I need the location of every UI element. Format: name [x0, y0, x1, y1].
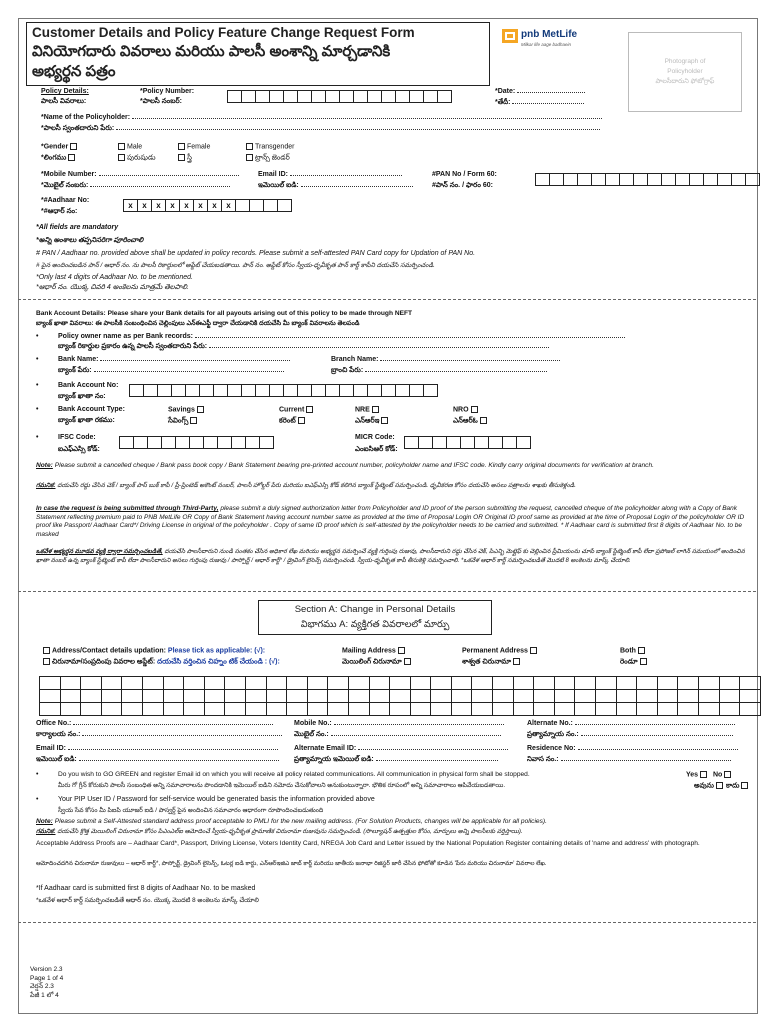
policy-number-boxes[interactable]: [228, 90, 452, 103]
aadhaar-boxes[interactable]: x x x x x x x x: [124, 199, 292, 212]
aadhaar-mask-note-te: *ఒకవేళ ఆధార్ కార్డ్ సమర్పించబడితే ఆధార్ నం. యొక్క మొదటి 8 అంకెలను మాస్క్ చేయాలి: [36, 897, 259, 904]
mobile-no-te: మొబైల్ నం.:: [294, 731, 501, 740]
divider-1: [18, 299, 756, 300]
account-type-en: Bank Account Type:: [58, 406, 125, 413]
third-party-note-en: In case the request is being submitted through Third-Party, please submit a duly signed authorization letter from Policyholder and ID proof of the person submitting the request, cancelled cheque of the policyholder along with a Copy of Bank Statement reflecting premium paid to PNB MetLife OR Copy of Bank Statement having account number same as provided at the time of Proposal Login OR Original ID proof same as provided at the time of Proposal Login of the policyholder OR ID proof like Passport/ Aadhaar Card*/ Driving License in original of the policyholder . Copy of same ID proof which is self-attested by the policyholder needs to be carried and submitted. * If Aadhaar card is submitted first 8 digits of Aadhaar No. to be masked: [36, 505, 745, 538]
pip-info-en: Your PIP User ID / Password for self-service would be generated basis the information provided above: [58, 796, 375, 803]
residence-no-te: నివాస నం.:: [527, 756, 731, 765]
gender-transgender-option[interactable]: Transgender: [244, 143, 294, 150]
nre-option[interactable]: NRE: [355, 406, 381, 413]
nro-option-te[interactable]: ఎన్ఆర్ఓ: [453, 417, 489, 426]
aadhaar-label-en: *#Aadhaar No:: [41, 197, 90, 204]
address-update-en[interactable]: Address/Contact details updation: Please tick as applicable: (√):: [41, 647, 265, 654]
policy-details-label-te: పాలసీ వివరాలు:: [41, 98, 87, 105]
alt-email-en[interactable]: Alternate Email ID:: [294, 745, 508, 752]
pan-label-te: #పాన్ నం. / ఫారం 60:: [432, 182, 493, 189]
ifsc-boxes[interactable]: [120, 436, 274, 449]
go-green-question-en: Do you wish to GO GREEN and register Email id on which you will receive all policy related communications. All communication in physical form shall be stopped.: [58, 771, 530, 778]
nre-option-te[interactable]: ఎన్ఆర్ఇ: [355, 417, 390, 426]
email-te: ఇమెయిల్ ఐడి:: [258, 182, 413, 191]
aadhaar-note-en: *Only last 4 digits of Aadhaar No. to be mentioned.: [36, 274, 193, 281]
gender-label-te: *లింగము: [41, 154, 77, 163]
section-a-title-te: విభాగము A: వ్యక్తిగత వివరాలలో మార్పు: [300, 619, 450, 630]
mobile-number-te: *మొబైల్ నంబరు:: [41, 182, 230, 191]
go-green-question-te: మీరు గో గ్రీన్ కోరుకుని పాలసీ సంబంధిత అన్ని సమాచారాలను పొందడానికి ఇమెయిల్ ఐడిని నమోదు చేసుకోవాలని అనుకుంటున్నారా. భౌతిక రూపంలో అన్ని సమాచారాలు ఆపివేయబడతాయి.: [58, 782, 506, 789]
go-green-no-te[interactable]: కాదు: [726, 782, 750, 791]
mandatory-note-en: *All fields are mandatory: [36, 224, 119, 231]
email-en[interactable]: Email ID:: [258, 171, 402, 178]
bank-name-en[interactable]: Bank Name:: [58, 356, 290, 363]
email-id-te: ఇమెయిల్ ఐడి:: [36, 756, 279, 765]
policy-number-label-te: *పాలసీ నంబర్:: [140, 98, 182, 105]
savings-option-te[interactable]: సేవింగ్స్: [168, 417, 199, 426]
alternate-no-te: ప్రత్యామ్నాయ నం.:: [527, 731, 733, 740]
policyholder-name-te: *పాలసీ స్వంతదారుని పేరు:: [41, 125, 600, 134]
branch-name-en[interactable]: Branch Name:: [331, 356, 560, 363]
form-title-te-2: అభ్యర్థన పత్రం: [32, 63, 116, 80]
pan-note-te: # పైన అందించబడిన పాన్ / ఆధార్ నం. ను పాలసీ రికార్డులలో అప్డేట్ చేయబడతాయి. పాన్ నం. అప్డేట్ కోసం స్వీయ-ధృవీకృత పాన్ కార్డ్ కాపీని దయచేసి సమర్పించండి.: [36, 262, 435, 269]
ifsc-label-te: ఐఎఫ్ఎస్సి కోడ్:: [58, 446, 100, 453]
account-number-te: బ్యాంక్ ఖాతా నం:: [58, 393, 106, 400]
bank-note-en: Note: Please submit a cancelled cheque / Bank pass book copy / Bank Statement bearing pre-printed account number, policyholder name and IFSC code. Kindly carry original documents for verification at branch.: [36, 462, 654, 469]
acceptable-proofs-en: Acceptable Address Proofs are – Aadhaar Card*, Passport, Driving License, Voters Identity Card, NREGA Job Card and Letter issued by the National Population Register containing details of 'name and address' with photograph.: [36, 840, 700, 847]
both-option-te[interactable]: రెండూ: [620, 658, 649, 667]
pip-info-te: స్వీయ సేవ కోసం మీ పిఐపి యూజర్ ఐడి / పాస్వర్డ్ పైన అందించిన సమాచారం ఆధారంగా రూపొందించబడుతుంది: [58, 807, 324, 814]
aadhaar-label-te: *#ఆధార్ నం:: [41, 208, 78, 215]
form-title-te-1: వినియోగదారు వివరాలు మరియు పాలసీ అంశాన్ని మార్చడానికి: [32, 43, 391, 60]
permanent-address-option-te[interactable]: శాశ్వత చిరునామా: [462, 658, 522, 667]
gender-female-option-te[interactable]: స్త్రీ: [176, 154, 192, 163]
address-proof-note-te: గమనిక: దయచేసి క్రొత్త మెయిలింగ్ చిరునామా కోసం పిఎంఎల్ఐ ఆమోదించే స్వీయ-ధృవీకృత ప్రామాణిక చిరునామా రుజువును సమర్పించండి. (సొల్యూషన్ ఉత్పత్తుల కోసం, మార్పులు అన్ని పాలసీలకు వర్తిస్తాయి).: [36, 828, 523, 835]
nro-option[interactable]: NRO: [453, 406, 480, 413]
pan-label-en: #PAN No / Form 60:: [432, 171, 497, 178]
aadhaar-note-te: *ఆధార్ నం. యొక్క చివరి 4 అంకెలను మాత్రమే తెలపాలి.: [36, 284, 189, 291]
bank-name-te: బ్యాంక్ పేరు:: [58, 367, 284, 376]
third-party-note-te: ఒకవేళ అభ్యర్థన మూడవ వ్యక్తి ద్వారా సమర్పించబడితే, దయచేసి పాలసీదారుని నుండి సంతకం చేసిన అధికార లేఖ మరియు అభ్యర్థన సమర్పించే వ్యక్తి గుర్తింపు రుజువు, పాలసీదారుని రద్దు చేసిన చెక్, పిఎన్బి మెట్లైఫ్ కు చెల్లించిన ప్రీమియంను చూపే బ్యాంక్ స్టేట్మెంట్ కాపీ లేదా ప్రపోజల్ లాగిన్ సమయంలో అందించిన ఖాతా నంబర్ ఉన్న బ్యాంక్ స్టేట్మెంట్ కాపీ లేదా పాలసీదారుని అసలు గుర్తింపు రుజువు / పాస్పోర్ట్ / ఆధార్ కార్డ్* / డ్రైవింగ్ లైసెన్స్ సమర్పించండి. స్వీయ-ధృవీకృత కాపీ తీసుకెళ్లి సమర్పించాలి. *ఒకవేళ ఆధార్ కార్డ్ సమర్పించబడితే మొదటి 8 అంకెలను మాస్క్ చేయాలి.: [36, 549, 745, 564]
photograph-box[interactable]: Photograph of Policyholder పాలసీదారుని ఫోటోగ్రాఫ్: [628, 32, 742, 112]
micr-label-en: MICR Code:: [355, 434, 395, 441]
mailing-address-option[interactable]: Mailing Address: [342, 647, 407, 654]
micr-label-te: ఎంఐసిఆర్ కోడ్:: [355, 446, 398, 453]
bank-heading-te: బ్యాంక్ ఖాతా వివరాలు: ఈ పాలసీకి సంబంధించిన చెల్లింపులు ఎన్ఈఎఫ్టీ ద్వారా చేయడానికి దయచేసి మీ బ్యాంక్ వివరాలను తెలపండి: [36, 320, 360, 327]
ifsc-label-en: IFSC Code:: [58, 434, 96, 441]
bank-heading-en: Bank Account Details: Please share your Bank details for all payouts arising out of this policy to be made through NEFT: [36, 310, 413, 317]
pan-note-en: # PAN / Aadhaar no. provided above shall be updated in policy records. Please submit a self-attested PAN Card copy for Updation of PAN No.: [36, 250, 476, 257]
email-id-en[interactable]: Email ID:: [36, 745, 278, 752]
alt-email-te: ప్రత్యామ్నాయ ఇమెయిల్ ఐడి:: [294, 756, 498, 765]
mandatory-note-te: *అన్ని అంశాలు తప్పనిసరిగా పూరించాలి: [36, 237, 144, 244]
go-green-no[interactable]: No: [713, 771, 733, 778]
savings-option[interactable]: Savings: [168, 406, 206, 413]
both-option[interactable]: Both: [620, 647, 647, 654]
policyholder-name-en[interactable]: *Name of the Policyholder:: [41, 114, 602, 121]
title-box: [26, 22, 490, 86]
gender-male-option[interactable]: Male: [116, 143, 142, 150]
mobile-number-en[interactable]: *Mobile Number:: [41, 171, 239, 178]
go-green-yes-te[interactable]: అవును: [694, 782, 725, 791]
residence-no-en[interactable]: Residence No:: [527, 745, 738, 752]
section-a-title-box: [258, 600, 492, 635]
aadhaar-mask-note-en: *If Aadhaar card is submitted first 8 digits of Aadhaar No. to be masked: [36, 885, 256, 892]
office-no-te: కార్యాలయ నం.:: [36, 731, 282, 740]
address-proof-note-en: Note: Please submit a Self-Attested standard address proof acceptable to PMLI for the new mailing address. (For Solution Products, changes will be applicable for all policies).: [36, 818, 547, 825]
policy-details-label-en: Policy Details:: [41, 88, 89, 95]
mobile-no-en[interactable]: Mobile No.:: [294, 720, 504, 727]
owner-name-te: బ్యాంక్ రికార్డుల ప్రకారం ఉన్న పాలసీ స్వంతదారుని పేరు:: [58, 343, 549, 352]
current-option[interactable]: Current: [279, 406, 315, 413]
account-number-boxes[interactable]: [130, 384, 438, 397]
branch-name-te: బ్రాంచి పేరు:: [331, 367, 547, 376]
gender-transgender-option-te[interactable]: ట్రాన్స్ జెండర్: [244, 154, 290, 163]
divider-3: [18, 922, 756, 923]
alternate-no-en[interactable]: Alternate No.:: [527, 720, 735, 727]
permanent-address-option[interactable]: Permanent Address: [462, 647, 539, 654]
office-no-en[interactable]: Office No.:: [36, 720, 273, 727]
micr-boxes[interactable]: [405, 436, 531, 449]
policy-number-label-en: *Policy Number:: [140, 88, 195, 95]
current-option-te[interactable]: కరెంట్: [279, 417, 307, 426]
pnb-metlife-logo: pnb MetLife Milkar life aage badhaein: [502, 27, 592, 49]
acceptable-proofs-te: ఆమోదించదగిన చిరునామా రుజువులు – ఆధార్ కార్డ్*, పాస్పోర్ట్, డ్రైవింగ్ లైసెన్స్, ఓటర్ల ఐడి కార్డు, ఎన్ఆర్ఇజిఎ జాబ్ కార్డ్ మరియు జాతీయ జనాభా రిజిస్టర్ జారీ చేసిన ఫోటోతో కూడిన 'పేరు మరియు చిరునామా' వివరాల లేఖ.: [36, 861, 547, 867]
section-a-title-en: Section A: Change in Personal Details: [294, 604, 456, 615]
pan-number-boxes[interactable]: [536, 173, 760, 186]
gender-label-en: *Gender: [41, 143, 79, 150]
address-update-te[interactable]: చిరునామా/సంప్రదింపు వివరాల అప్డేట్: దయచేసి వర్తించిన చిహ్నం టిక్ చేయండి : (√):: [41, 658, 280, 667]
divider-2: [18, 591, 756, 592]
owner-name-en[interactable]: Policy owner name as per Bank records:: [58, 333, 625, 340]
form-title-en: Customer Details and Policy Feature Change Request Form: [32, 25, 415, 40]
bank-note-te: గమనిక: దయచేసి రద్దు చేసిన చెక్ / బ్యాంక్ పాస్ బుక్ కాపీ / ప్రీ-ప్రింటెడ్ అకౌంట్ నంబర్, పాలసీ హోల్డర్ పేరు మరియు ఐఎఫ్ఎస్సి కోడ్ కలిగిన బ్యాంక్ స్టేట్మెంట్ సమర్పించండి. ధృవీకరణ కోసం దయచేసి అసలు పత్రాలను శాఖకు తీసుకెళ్లండి.: [36, 482, 576, 489]
footer-version: Version 2.3 Page 1 of 4 వెర్షన్ 2.3 పేజీ 1 లో 4: [30, 966, 64, 999]
gender-male-option-te[interactable]: పురుషుడు: [116, 154, 156, 163]
account-number-en: Bank Account No:: [58, 382, 119, 389]
date-label-te: *తేదీ:: [495, 99, 584, 108]
account-type-te: బ్యాంక్ ఖాతా రకము:: [58, 417, 115, 424]
gender-female-option[interactable]: Female: [176, 143, 210, 150]
date-label-en[interactable]: *Date:: [495, 88, 585, 95]
address-grid[interactable]: [40, 677, 761, 716]
mailing-address-option-te[interactable]: మెయిలింగ్ చిరునామా: [342, 658, 413, 667]
go-green-yes[interactable]: Yes: [686, 771, 709, 778]
